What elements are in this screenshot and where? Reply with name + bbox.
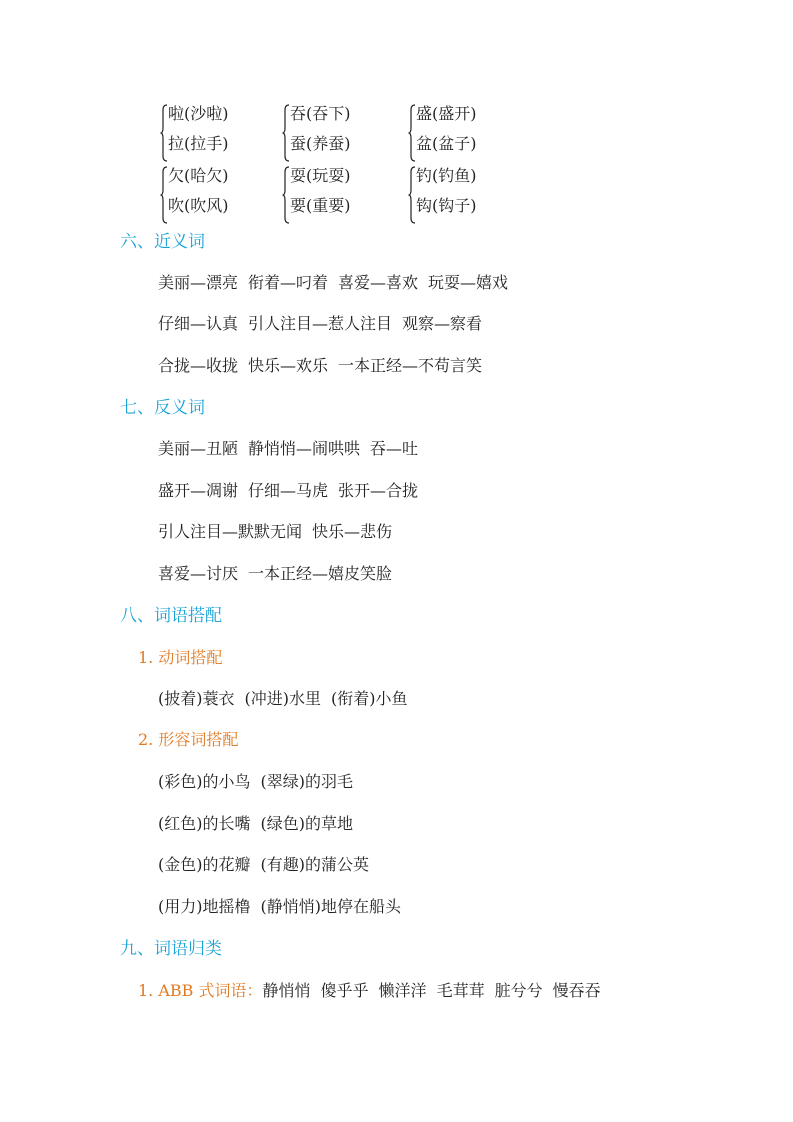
collocation-line [158, 688, 408, 710]
antonym-line [158, 521, 392, 543]
word-pair-text: 美丽—丑陋 [158, 439, 239, 458]
word-pair-top: 吞(吞下) [290, 104, 351, 123]
abb-word-line [138, 980, 601, 1002]
antonym-line [158, 480, 418, 502]
phrase-text: (翠绿)的羽毛 [260, 772, 353, 791]
word-pair-bottom: 钩(钩子) [416, 196, 477, 215]
word-pair-top: 盛(盛开) [416, 104, 477, 123]
word-pair-text: 玩耍—嬉戏 [428, 273, 509, 292]
subsection-heading: 2. 形容词搭配 [138, 730, 239, 749]
word-pair-text: 吞—吐 [370, 439, 419, 458]
word-pair-top: 欠(哈欠) [168, 166, 229, 185]
word-pair-text: 一本正经—嬉皮笑脸 [248, 564, 393, 583]
word-pair-top: 钓(钓鱼) [416, 166, 477, 185]
section-heading: 九、词语归类 [120, 939, 222, 959]
subsection-heading: 1. 动词搭配 [138, 648, 223, 667]
phrase-text: (披着)蓑衣 [158, 689, 235, 708]
abb-word: 脏兮兮 [494, 981, 543, 1000]
word-pair [282, 164, 392, 226]
word-pair-text: 观察—察看 [402, 314, 483, 333]
section-heading: 八、词语搭配 [120, 606, 222, 626]
word-pair-top: 啦(沙啦) [168, 104, 229, 123]
word-pair-bottom: 拉(拉手) [168, 134, 229, 153]
word-pair [160, 164, 270, 226]
word-pair-bottom: 吹(吹风) [168, 196, 229, 215]
abb-word: 傻乎乎 [320, 981, 369, 1000]
word-pair-bottom: 蚕(养蚕) [290, 134, 351, 153]
word-pair-text: 美丽—漂亮 [158, 273, 239, 292]
word-pair-text: 静悄悄—闹哄哄 [248, 439, 361, 458]
phrase-text: (红色)的长嘴 [158, 814, 251, 833]
word-pair-text: 快乐—欢乐 [248, 356, 329, 375]
brace-icon [282, 166, 290, 224]
antonym-line [158, 438, 418, 460]
phrase-text: (有趣)的蒲公英 [260, 855, 369, 874]
abb-label: 1. ABB 式词语： [138, 981, 263, 1000]
phrase-text: (彩色)的小鸟 [158, 772, 251, 791]
word-pair [160, 102, 270, 164]
section-heading: 七、反义词 [120, 398, 205, 418]
word-pair-text: 一本正经—不苟言笑 [338, 356, 483, 375]
brace-icon [408, 166, 416, 224]
word-pair-text: 喜爱—讨厌 [158, 564, 239, 583]
brace-row [160, 102, 760, 164]
brace-row [160, 164, 760, 226]
word-pair-bottom: 要(重要) [290, 196, 351, 215]
abb-word: 慢吞吞 [552, 981, 601, 1000]
word-pair [282, 102, 392, 164]
phrase-text: (绿色)的草地 [260, 814, 353, 833]
synonym-line [158, 355, 482, 377]
brace-icon [160, 166, 168, 224]
collocation-line [158, 854, 369, 876]
phrase-text: (用力)地摇橹 [158, 897, 251, 916]
phrase-text: (冲进)水里 [244, 689, 321, 708]
word-pair-text: 引人注目—默默无闻 [158, 522, 303, 541]
synonym-line [158, 272, 508, 294]
word-pair [408, 102, 518, 164]
antonym-line [158, 563, 392, 585]
collocation-line [158, 896, 401, 918]
word-pair-text: 引人注目—惹人注目 [248, 314, 393, 333]
synonym-line [158, 313, 482, 335]
word-pair-top: 耍(玩耍) [290, 166, 351, 185]
collocation-line [158, 771, 353, 793]
word-pair-text: 仔细—马虎 [248, 481, 329, 500]
word-pair-text: 快乐—悲伤 [312, 522, 393, 541]
brace-icon [160, 104, 168, 162]
word-pair-text: 张开—合拢 [338, 481, 419, 500]
word-pair-text: 衔着—叼着 [248, 273, 329, 292]
word-pair [408, 164, 518, 226]
section-heading: 六、近义词 [120, 232, 205, 252]
collocation-line [158, 813, 353, 835]
abb-word: 静悄悄 [262, 981, 311, 1000]
word-pair-text: 喜爱—喜欢 [338, 273, 419, 292]
word-pair-text: 盛开—凋谢 [158, 481, 239, 500]
word-pair-text: 合拢—收拢 [158, 356, 239, 375]
abb-word: 懒洋洋 [378, 981, 427, 1000]
phrase-text: (衔着)小鱼 [331, 689, 408, 708]
word-pair-bottom: 盆(盆子) [416, 134, 477, 153]
phrase-text: (金色)的花瓣 [158, 855, 251, 874]
word-pair-text: 仔细—认真 [158, 314, 239, 333]
brace-icon [408, 104, 416, 162]
abb-word: 毛茸茸 [436, 981, 485, 1000]
phrase-text: (静悄悄)地停在船头 [260, 897, 401, 916]
brace-icon [282, 104, 290, 162]
